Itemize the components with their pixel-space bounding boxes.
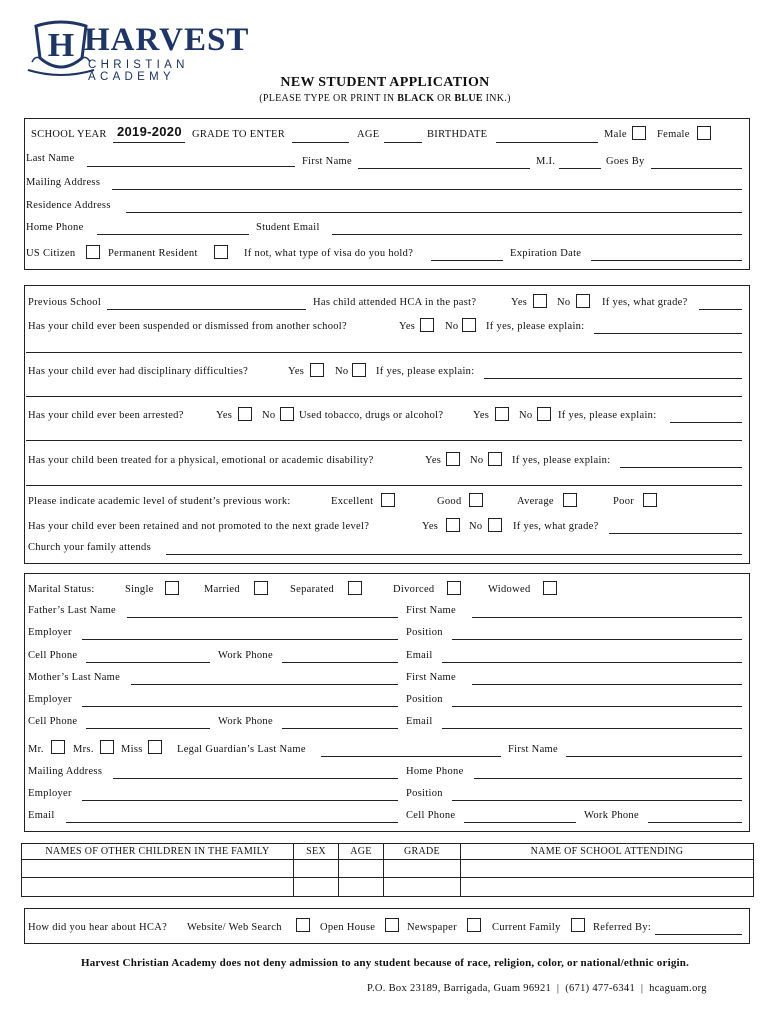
newspaper-checkbox[interactable] — [467, 918, 481, 932]
current-family-checkbox[interactable] — [571, 918, 585, 932]
treated-yes-checkbox[interactable] — [446, 452, 460, 466]
excellent-checkbox[interactable] — [381, 493, 395, 507]
instructions-mid: OR — [434, 93, 455, 104]
mother-first-name-label: First Name — [406, 672, 456, 683]
current-family-label: Current Family — [492, 922, 561, 933]
guardian-position-field[interactable] — [452, 800, 742, 801]
footer-divider: | — [637, 983, 647, 994]
female-label: Female — [657, 129, 690, 140]
us-citizen-label: US Citizen — [26, 248, 76, 259]
suspended-yes-label: Yes — [399, 321, 416, 332]
attended-hca-no-checkbox[interactable] — [576, 294, 590, 308]
suspended-yes-checkbox[interactable] — [420, 318, 434, 332]
female-checkbox[interactable] — [697, 126, 711, 140]
guardian-home-phone-label: Home Phone — [406, 766, 464, 777]
average-checkbox[interactable] — [563, 493, 577, 507]
grade-label: GRADE TO ENTER — [192, 129, 286, 140]
mrs-label: Mrs. — [73, 744, 94, 755]
student-email-field[interactable] — [332, 234, 742, 235]
logo-name: HARVEST — [84, 22, 250, 58]
tobacco-yes-checkbox[interactable] — [495, 407, 509, 421]
separated-checkbox[interactable] — [348, 581, 362, 595]
home-phone-label: Home Phone — [26, 222, 84, 233]
excellent-label: Excellent — [331, 496, 374, 507]
table-cell[interactable] — [339, 878, 384, 897]
visa-field[interactable] — [431, 260, 503, 261]
arrested-label: Has your child ever been arrested? — [28, 410, 184, 421]
treated-explain-line2[interactable] — [26, 485, 742, 486]
retained-grade-label: If yes, what grade? — [513, 521, 599, 532]
table-header-age: AGE — [339, 844, 384, 860]
footer-address: P.O. Box 23189, Barrigada, Guam 96921 — [367, 983, 552, 994]
expiration-date-field[interactable] — [591, 260, 742, 261]
separated-label: Separated — [290, 584, 335, 595]
mother-first-name-field[interactable] — [472, 684, 742, 685]
father-first-name-label: First Name — [406, 605, 456, 616]
mother-cell-phone-label: Cell Phone — [28, 716, 78, 727]
widowed-checkbox[interactable] — [543, 581, 557, 595]
mother-last-name-field[interactable] — [131, 684, 398, 685]
table-cell[interactable] — [22, 860, 294, 878]
retained-yes-label: Yes — [422, 521, 439, 532]
guardian-last-name-field[interactable] — [321, 756, 501, 757]
home-phone-field[interactable] — [97, 234, 249, 235]
guardian-position-label: Position — [406, 788, 443, 799]
attended-hca-no-label: No — [557, 297, 571, 308]
father-work-phone-field[interactable] — [282, 662, 398, 663]
first-name-field[interactable] — [358, 168, 530, 169]
father-email-label: Email — [406, 650, 433, 661]
tobacco-explain-label: If yes, please explain: — [558, 410, 657, 421]
permanent-resident-label: Permanent Resident — [108, 248, 198, 259]
discipline-no-label: No — [335, 366, 349, 377]
mrs-checkbox[interactable] — [100, 740, 114, 754]
father-last-name-label: Father’s Last Name — [28, 605, 117, 616]
table-header-school: NAME OF SCHOOL ATTENDING — [461, 844, 754, 860]
suspended-explain-field[interactable] — [594, 333, 742, 334]
other-children-table — [21, 843, 754, 897]
previous-school-label: Previous School — [28, 297, 102, 308]
last-name-label: Last Name — [26, 153, 75, 164]
footer-contact — [367, 983, 707, 994]
treated-explain-field[interactable] — [620, 467, 742, 468]
suspended-no-checkbox[interactable] — [462, 318, 476, 332]
table-header-sex: SEX — [294, 844, 339, 860]
guardian-mailing-field[interactable] — [113, 778, 398, 779]
tobacco-no-checkbox[interactable] — [537, 407, 551, 421]
guardian-home-phone-field[interactable] — [474, 778, 742, 779]
father-cell-phone-label: Cell Phone — [28, 650, 78, 661]
nondiscrimination-statement: Harvest Christian Academy does not deny admission to any student because of race, religion, color, or national/ethnic origin. — [80, 957, 690, 969]
married-checkbox[interactable] — [254, 581, 268, 595]
average-label: Average — [517, 496, 554, 507]
mother-employer-label: Employer — [28, 694, 72, 705]
table-header-row — [22, 844, 754, 860]
mother-email-field[interactable] — [442, 728, 742, 729]
website-checkbox[interactable] — [296, 918, 310, 932]
instructions-blue: BLUE — [454, 93, 483, 104]
table-cell[interactable] — [339, 860, 384, 878]
age-field[interactable] — [384, 142, 422, 143]
attended-grade-field[interactable] — [699, 309, 742, 310]
miss-checkbox[interactable] — [148, 740, 162, 754]
school-year-value[interactable]: 2019-2020 — [117, 124, 182, 139]
guardian-first-name-label: First Name — [508, 744, 558, 755]
table-cell[interactable] — [22, 878, 294, 897]
guardian-email-label: Email — [28, 810, 55, 821]
divorced-checkbox[interactable] — [447, 581, 461, 595]
father-work-phone-label: Work Phone — [218, 650, 273, 661]
table-cell[interactable] — [384, 860, 461, 878]
father-position-label: Position — [406, 627, 443, 638]
discipline-explain-label: If yes, please explain: — [376, 366, 475, 377]
mi-field[interactable] — [559, 168, 601, 169]
table-header-names: NAMES OF OTHER CHILDREN IN THE FAMILY — [22, 844, 294, 860]
instructions — [0, 93, 770, 104]
church-field[interactable] — [166, 554, 742, 555]
svg-text:H: H — [47, 27, 75, 64]
residence-address-label: Residence Address — [26, 200, 111, 211]
father-employer-label: Employer — [28, 627, 72, 638]
permanent-resident-checkbox[interactable] — [214, 245, 228, 259]
discipline-label: Has your child ever had disciplinary difficulties? — [28, 366, 249, 377]
marital-status-label: Marital Status: — [28, 584, 95, 595]
student-email-label: Student Email — [256, 222, 320, 233]
tobacco-explain-line2[interactable] — [26, 440, 742, 441]
mr-checkbox[interactable] — [51, 740, 65, 754]
logo-subtitle: CHRISTIAN ACADEMY — [88, 59, 189, 83]
discipline-yes-checkbox[interactable] — [310, 363, 324, 377]
table-row — [22, 878, 754, 897]
single-checkbox[interactable] — [165, 581, 179, 595]
suspended-explain-label: If yes, please explain: — [486, 321, 585, 332]
arrested-no-checkbox[interactable] — [280, 407, 294, 421]
guardian-cell-phone-field[interactable] — [464, 822, 576, 823]
goes-by-label: Goes By — [606, 156, 645, 167]
discipline-explain-line2[interactable] — [26, 396, 742, 397]
footer-divider: | — [553, 983, 563, 994]
tobacco-explain-field[interactable] — [670, 422, 742, 423]
residence-address-field[interactable] — [126, 212, 742, 213]
instructions-black: BLACK — [397, 93, 435, 104]
footer-phone: (671) 477-6341 — [565, 983, 636, 994]
suspended-no-label: No — [445, 321, 459, 332]
miss-label: Miss — [121, 744, 143, 755]
table-cell[interactable] — [461, 860, 754, 878]
footer-website[interactable]: hcaguam.org — [649, 983, 707, 994]
academic-level-label: Please indicate academic level of student’s previous work: — [28, 496, 291, 507]
mother-work-phone-label: Work Phone — [218, 716, 273, 727]
church-label: Church your family attends — [28, 542, 151, 553]
mother-email-label: Email — [406, 716, 433, 727]
us-citizen-checkbox[interactable] — [86, 245, 100, 259]
page-title: NEW STUDENT APPLICATION — [280, 75, 490, 90]
suspended-label: Has your child ever been suspended or dismissed from another school? — [28, 321, 347, 332]
family-section — [24, 573, 750, 832]
mi-label: M.I. — [536, 156, 556, 167]
divorced-label: Divorced — [393, 584, 435, 595]
school-year-label: SCHOOL YEAR — [31, 129, 107, 140]
school-year-line — [113, 142, 185, 143]
referred-by-field[interactable] — [655, 934, 742, 935]
poor-label: Poor — [613, 496, 635, 507]
mailing-address-field[interactable] — [112, 189, 742, 190]
mother-work-phone-field[interactable] — [282, 728, 398, 729]
tobacco-yes-label: Yes — [473, 410, 490, 421]
previous-school-field[interactable] — [107, 309, 306, 310]
father-employer-field[interactable] — [82, 639, 398, 640]
treated-explain-label: If yes, please explain: — [512, 455, 611, 466]
married-label: Married — [204, 584, 240, 595]
goes-by-field[interactable] — [651, 168, 742, 169]
treated-yes-label: Yes — [425, 455, 442, 466]
poor-checkbox[interactable] — [643, 493, 657, 507]
table-row — [22, 860, 754, 878]
suspended-explain-line2[interactable] — [26, 352, 742, 353]
birthdate-field[interactable] — [496, 142, 598, 143]
male-label: Male — [604, 129, 627, 140]
referred-by-label: Referred By: — [593, 922, 652, 933]
discipline-yes-label: Yes — [288, 366, 305, 377]
attended-hca-yes-checkbox[interactable] — [533, 294, 547, 308]
father-email-field[interactable] — [442, 662, 742, 663]
website-label: Website/ Web Search — [187, 922, 282, 933]
expiration-date-label: Expiration Date — [510, 248, 582, 259]
instructions-pre: (PLEASE TYPE OR PRINT IN — [259, 93, 398, 104]
widowed-label: Widowed — [488, 584, 531, 595]
age-label: AGE — [357, 129, 380, 140]
father-first-name-field[interactable] — [472, 617, 742, 618]
open-house-label: Open House — [320, 922, 376, 933]
tobacco-no-label: No — [519, 410, 533, 421]
good-checkbox[interactable] — [469, 493, 483, 507]
arrested-no-label: No — [262, 410, 276, 421]
open-house-checkbox[interactable] — [385, 918, 399, 932]
newspaper-label: Newspaper — [407, 922, 457, 933]
mother-position-label: Position — [406, 694, 443, 705]
retained-no-label: No — [469, 521, 483, 532]
visa-label: If not, what type of visa do you hold? — [244, 248, 414, 259]
arrested-yes-label: Yes — [216, 410, 233, 421]
retained-grade-field[interactable] — [609, 533, 742, 534]
attended-grade-label: If yes, what grade? — [602, 297, 688, 308]
last-name-field[interactable] — [87, 166, 295, 167]
arrested-yes-checkbox[interactable] — [238, 407, 252, 421]
table-cell[interactable] — [294, 878, 339, 897]
grade-field[interactable] — [292, 142, 349, 143]
guardian-email-field[interactable] — [66, 822, 398, 823]
retained-no-checkbox[interactable] — [488, 518, 502, 532]
treated-label: Has your child been treated for a physical, emotional or academic disability? — [28, 455, 374, 466]
retained-label: Has your child ever been retained and not promoted to the next grade level? — [28, 521, 370, 532]
attended-hca-yes-label: Yes — [511, 297, 528, 308]
mother-cell-phone-field[interactable] — [86, 728, 210, 729]
referral-question: How did you hear about HCA? — [28, 922, 168, 933]
father-cell-phone-field[interactable] — [86, 662, 210, 663]
table-header-grade: GRADE — [384, 844, 461, 860]
table-cell[interactable] — [294, 860, 339, 878]
mother-position-field[interactable] — [452, 706, 742, 707]
first-name-label: First Name — [302, 156, 352, 167]
mr-label: Mr. — [28, 744, 44, 755]
instructions-post: INK.) — [482, 93, 511, 104]
tobacco-label: Used tobacco, drugs or alcohol? — [299, 410, 444, 421]
treated-no-checkbox[interactable] — [488, 452, 502, 466]
attended-hca-label: Has child attended HCA in the past? — [313, 297, 477, 308]
guardian-cell-phone-label: Cell Phone — [406, 810, 456, 821]
table-cell[interactable] — [384, 878, 461, 897]
guardian-work-phone-field[interactable] — [648, 822, 742, 823]
guardian-mailing-label: Mailing Address — [28, 766, 103, 777]
mother-employer-field[interactable] — [82, 706, 398, 707]
discipline-explain-field[interactable] — [484, 378, 742, 379]
treated-no-label: No — [470, 455, 484, 466]
mailing-address-label: Mailing Address — [26, 177, 101, 188]
discipline-no-checkbox[interactable] — [352, 363, 366, 377]
guardian-employer-field[interactable] — [82, 800, 398, 801]
single-label: Single — [125, 584, 154, 595]
retained-yes-checkbox[interactable] — [446, 518, 460, 532]
table-cell[interactable] — [461, 878, 754, 897]
good-label: Good — [437, 496, 462, 507]
mother-last-name-label: Mother’s Last Name — [28, 672, 121, 683]
guardian-employer-label: Employer — [28, 788, 72, 799]
guardian-work-phone-label: Work Phone — [584, 810, 639, 821]
guardian-last-name-label: Legal Guardian’s Last Name — [177, 744, 306, 755]
father-position-field[interactable] — [452, 639, 742, 640]
male-checkbox[interactable] — [632, 126, 646, 140]
birthdate-label: BIRTHDATE — [427, 129, 488, 140]
guardian-first-name-field[interactable] — [566, 756, 742, 757]
father-last-name-field[interactable] — [127, 617, 398, 618]
